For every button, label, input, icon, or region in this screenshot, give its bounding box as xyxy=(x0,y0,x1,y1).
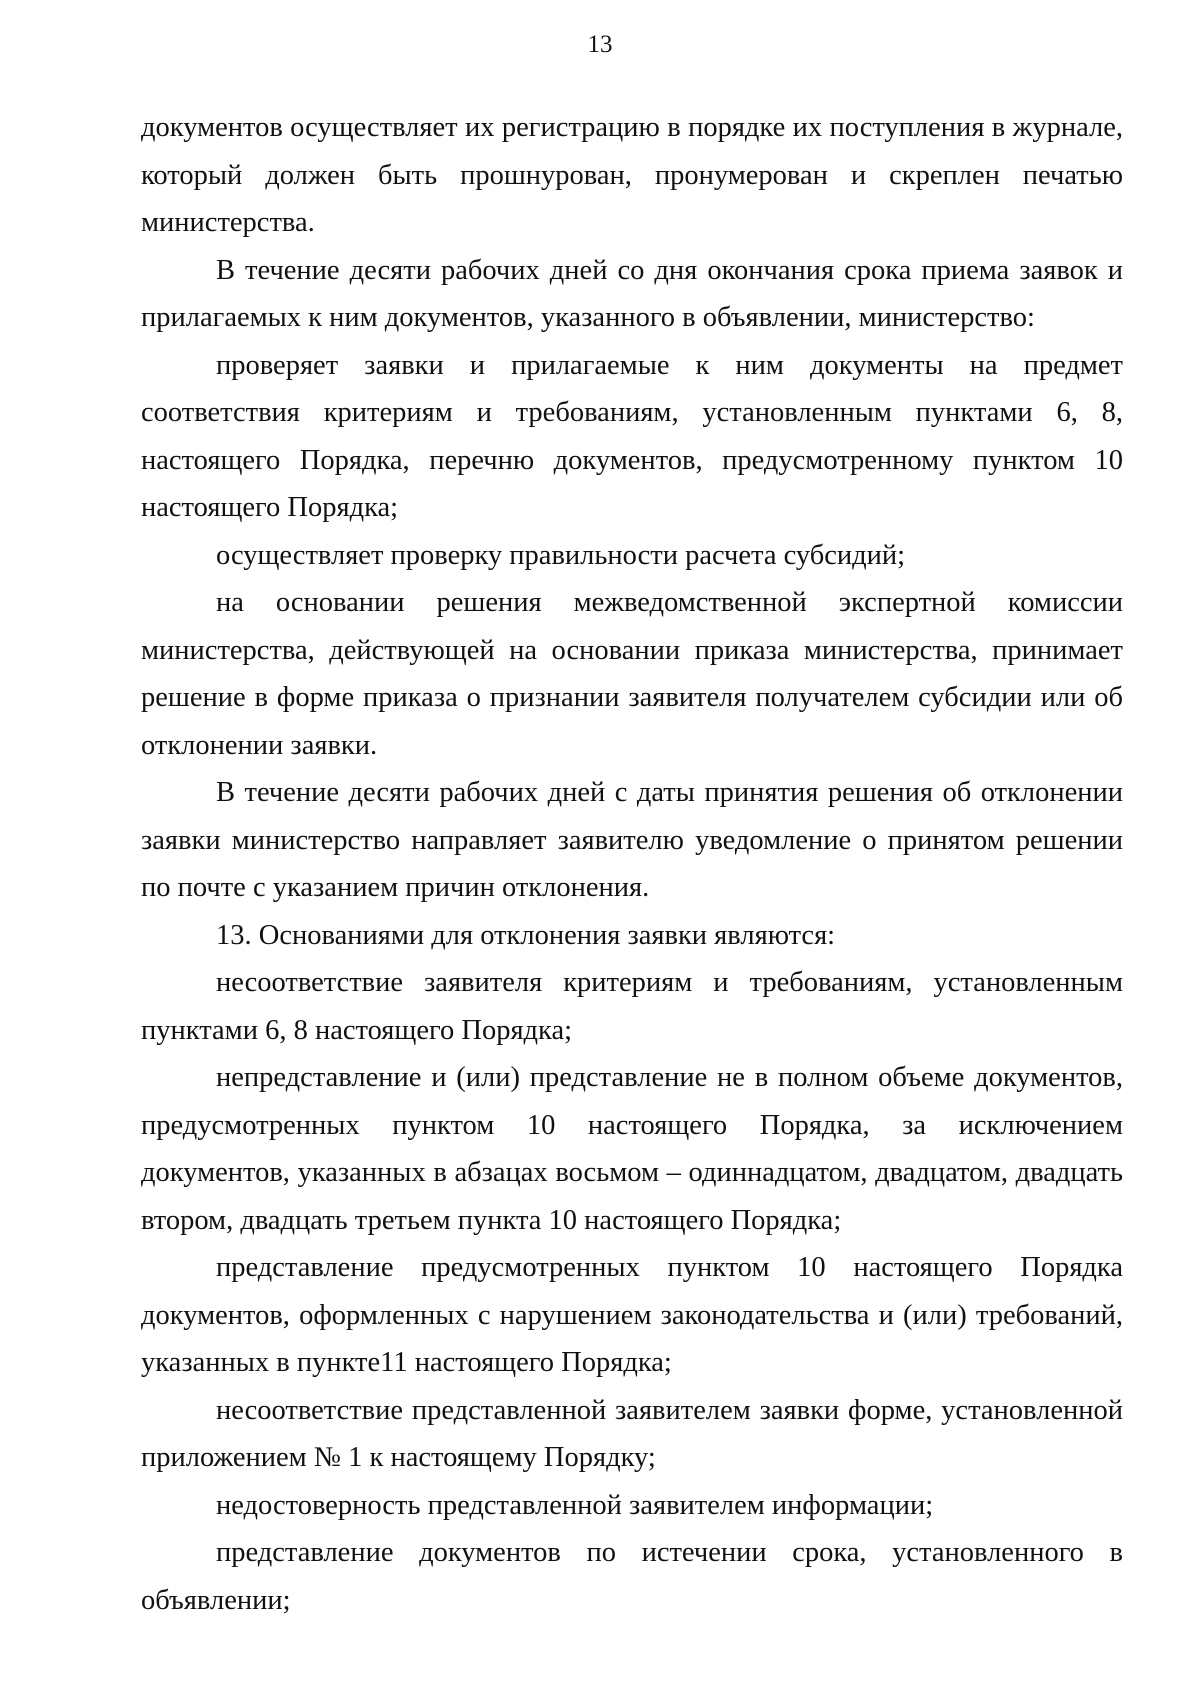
paragraph: представление предусмотренных пунктом 10 настоящего Порядка документов, оформленных с нарушением законодательства и (или) требований, указанных в пункте11 настоящего Порядка; xyxy=(141,1252,1123,1378)
paragraph: непредставление и (или) представление не в полном объеме документов, предусмотренных пунктом 10 настоящего Порядка, за исключением документов, указанных в абзацах восьмом – одиннадцатом, двадцатом, двадцать втором, двадцать третьем пункта 10 настоящего Порядка; xyxy=(141,1062,1123,1236)
paragraph: несоответствие представленной заявителем заявки форме, установленной приложением № 1 к настоящему Порядку; xyxy=(141,1394,1123,1473)
page-number: 13 xyxy=(587,31,613,58)
paragraph: осуществляет проверку правильности расчета субсидий; xyxy=(216,539,906,571)
document-body xyxy=(141,104,1123,1624)
paragraph: несоответствие заявителя критериям и требованиям, установленным пунктами 6, 8 настоящего Порядка; xyxy=(141,967,1123,1046)
paragraph: недостоверность представленной заявителем информации; xyxy=(216,1489,934,1521)
paragraph: В течение десяти рабочих дней с даты принятия решения об отклонении заявки министерство направляет заявителю уведомление о принятом решении по почте с указанием причин отклонения. xyxy=(141,777,1123,903)
paragraph: документов осуществляет их регистрацию в порядке их поступления в журнале, который должен быть прошнурован, пронумерован и скреплен печатью министерства. xyxy=(141,112,1123,238)
paragraph: В течение десяти рабочих дней со дня окончания срока приема заявок и прилагаемых к ним документов, указанного в объявлении, министерство: xyxy=(141,254,1123,333)
paragraph: проверяет заявки и прилагаемые к ним документы на предмет соответствия критериям и требованиям, установленным пунктами 6, 8, настоящего Порядка, перечню документов, предусмотренному пунктом 10 настоящего Порядка; xyxy=(141,349,1123,523)
paragraph: 13. Основаниями для отклонения заявки являются: xyxy=(216,919,836,951)
paragraph: представление документов по истечении срока, установленного в объявлении; xyxy=(141,1537,1123,1616)
paragraph: на основании решения межведомственной экспертной комиссии министерства, действующей на основании приказа министерства, принимает решение в форме приказа о признании заявителя получателем субсидии или об отклонении заявки. xyxy=(141,587,1123,761)
